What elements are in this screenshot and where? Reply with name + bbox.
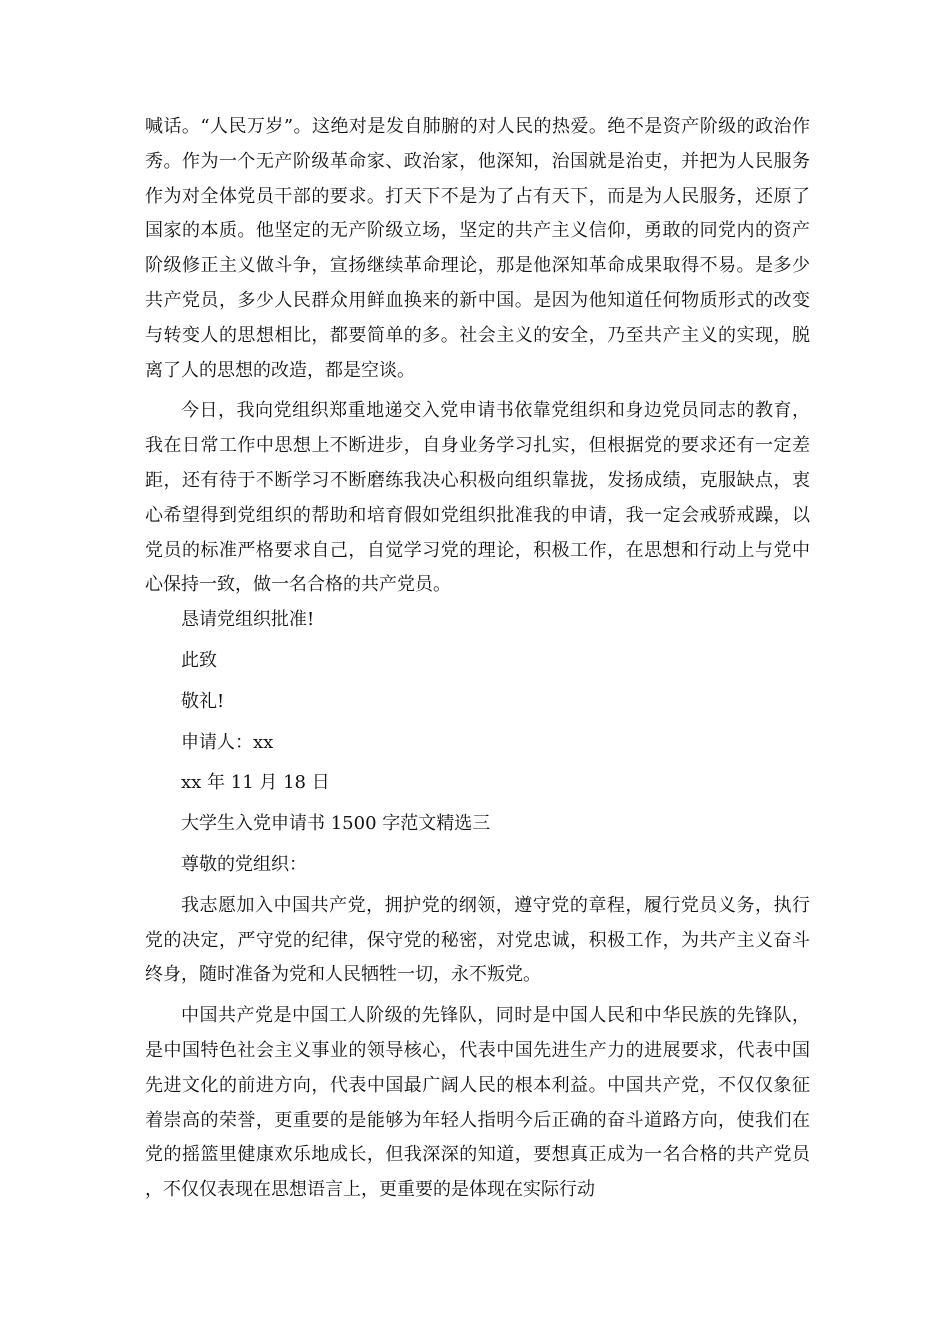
paragraph-application-submission: 今日，我向党组织郑重地递交入党申请书依靠党组织和身边党员同志的教育，我在日常工作中思想上不断进步，自身业务学习扎实，但根据党的要求还有一定差距，还有待于不断学习不断磨练我决心积极向组织靠拢，发扬成绩，克服缺点，衷心希望得到党组织的帮助和培育假如党组织批准我的申请，我一定会戒骄戒躁，以党员的标准严格要求自己，自觉学习党的理论，积极工作，在思想和行动上与党中心保持一致，做一名合格的共产党员。 [145, 400, 810, 596]
closing-salutation: 此致 [181, 649, 217, 671]
date-line: xx 年 11 月 18 日 [181, 772, 330, 794]
closing-respect: 敬礼! [181, 690, 225, 712]
paragraph-party-description: 中国共产党是中国工人阶级的先锋队，同时是中国人民和中华民族的先锋队，是中国特色社会主义事业的领导核心，代表中国先进生产力的进展要求，代表中国先进文化的前进方向，代表中国最广阔人民的根本利益。中国共产党，不仅仅象征着崇高的荣誉，更重要的是能够为年轻人指明今后正确的奋斗道路方向，使我们在党的摇篮里健康欢乐地成长，但我深深的知道，要想真正成为一名合格的共产党员，不仅仅表现在思想语言上，更重要的是体现在实际行动 [145, 1005, 810, 1201]
applicant-line: 申请人：xx [181, 731, 274, 753]
closing-request: 恳请党组织批准! [181, 609, 315, 631]
paragraph-pledge: 我志愿加入中国共产党，拥护党的纲领，遵守党的章程，履行党员义务，执行党的决定，严守党的纪律，保守党的秘密，对党忠诚，积极工作，为共产主义奋斗终身，随时准备为党和人民牺牲一切，永不叛党。 [145, 894, 810, 986]
salutation-line: 尊敬的党组织： [181, 853, 307, 875]
document-body [145, 110, 810, 1208]
paragraph-continued: 喊话。“人民万岁”。这绝对是发自肺腑的对人民的热爱。绝不是资产阶级的政治作秀。作为一个无产阶级革命家、政治家，他深知，治国就是治吏，并把为人民服务作为对全体党员干部的要求。打天下不是为了占有天下，而是为人民服务，还原了国家的本质。他坚定的无产阶级立场，坚定的共产主义信仰，勇敢的同党内的资产阶级修正主义做斗争，宣扬继续革命理论，那是他深知革命成果取得不易。是多少共产党员，多少人民群众用鲜血换来的新中国。是因为他知道任何物质形式的改变与转变人的思想相比，都要简单的多。社会主义的安全，乃至共产主义的实现，脱离了人的思想的改造，都是空谈。 [145, 116, 810, 381]
section-title: 大学生入党申请书 1500 字范文精选三 [181, 813, 491, 835]
